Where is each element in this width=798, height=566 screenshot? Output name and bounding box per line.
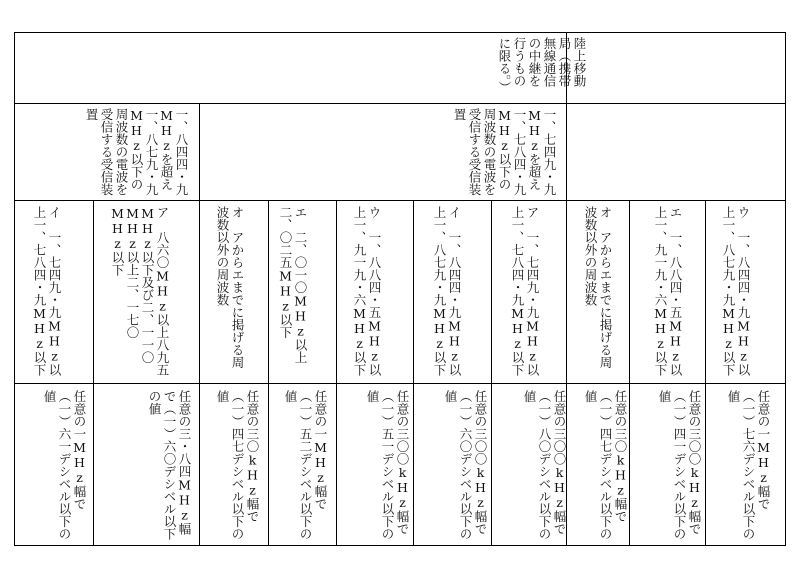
range-cell-5: イ 一、八四四・九MHz以上一、八七九・九MHz以下	[432, 206, 462, 376]
value-cell-6: 任意の三〇〇kHz幅で（一）五一デシベル以下の値	[365, 390, 410, 540]
rule-col-1	[705, 200, 706, 546]
value-cell-1: 任意の一MHz幅で（一）七六デシベル以下の値	[726, 390, 771, 540]
rule-col-6	[336, 200, 337, 546]
rule-left-edge	[14, 32, 15, 546]
rule-band-bottom	[14, 200, 786, 201]
station-type-header: 陸上移動局（携帯無線通信の中継を行うものに限る。）	[497, 37, 587, 94]
value-cell-3: 任意の三〇kHz幅で（一）四七デシベル以下の値	[583, 390, 628, 540]
range-cell-6: ウ 一、八八四・五MHz以上一、九一九・六MHz以下	[352, 206, 382, 376]
rule-right-edge	[785, 32, 786, 546]
value-cell-2: 任意の三〇〇kHz幅で（一）四一デシベル以下の値	[657, 390, 702, 540]
rule-table-bottom	[14, 545, 786, 546]
range-cell-10: イ 一、七四九・九MHz以上一、七八四・九MHz以下	[32, 206, 62, 376]
value-cell-10: 任意の一MHz幅で（一）六一デシベル以下の値	[42, 390, 87, 540]
rule-range-bottom	[14, 383, 786, 384]
range-cell-4: ア 一、七四九・九MHz以上一、七八四・九MHz以下	[510, 206, 540, 376]
range-cell-1: ウ 一、八四四・九MHz以上一、八七九・九MHz以下	[721, 206, 751, 376]
rule-col-9	[93, 200, 94, 546]
value-cell-4: 任意の三〇〇kHz幅で（一）八〇デシベル以下の値	[522, 390, 567, 540]
value-cell-7: 任意の一MHz幅で（一）五二デシベル以下の値	[283, 390, 328, 540]
value-cell-5: 任意の三〇〇kHz幅で（一）六〇デシベル以下の値	[443, 390, 488, 540]
rule-col-7	[268, 200, 269, 546]
range-cell-9: ア 八六〇MHz以上八九五MHz以下及び二、一一〇MHz以上二、一七〇MHz以下	[110, 206, 170, 376]
range-cell-8: オ アからエまでに掲げる周波数以外の周波数	[215, 206, 245, 369]
value-cell-8: 任意の三〇kHz幅で（一）四七デシベル以下の値	[215, 390, 260, 540]
value-cell-9: 任意の三・八四MHz幅で（一）六〇デシベル以下の値	[147, 390, 192, 540]
range-cell-3: オ アからエまでに掲げる周波数以外の周波数	[583, 206, 613, 369]
rule-top	[14, 32, 786, 33]
band-header-low: 一、七四九・九MHzを超え一、七八四・九MHz以下の周波数の電波を受信する受信装置	[452, 108, 557, 196]
band-header-high: 一、八四四・九MHzを超え一、八七九・九MHz以下の周波数の電波を受信する受信装置	[84, 108, 189, 196]
rule-col-5	[413, 200, 414, 546]
range-cell-2: エ 一、八八四・五MHz以上一、九一九・六MHz以下	[653, 206, 683, 376]
rule-header-bottom	[14, 103, 786, 104]
rule-col-4	[491, 200, 492, 546]
rule-col-2	[629, 200, 630, 546]
range-cell-7: エ 二、〇一〇MHz以上二、〇二五MHz以下	[278, 206, 308, 364]
rule-band-split	[199, 103, 200, 546]
